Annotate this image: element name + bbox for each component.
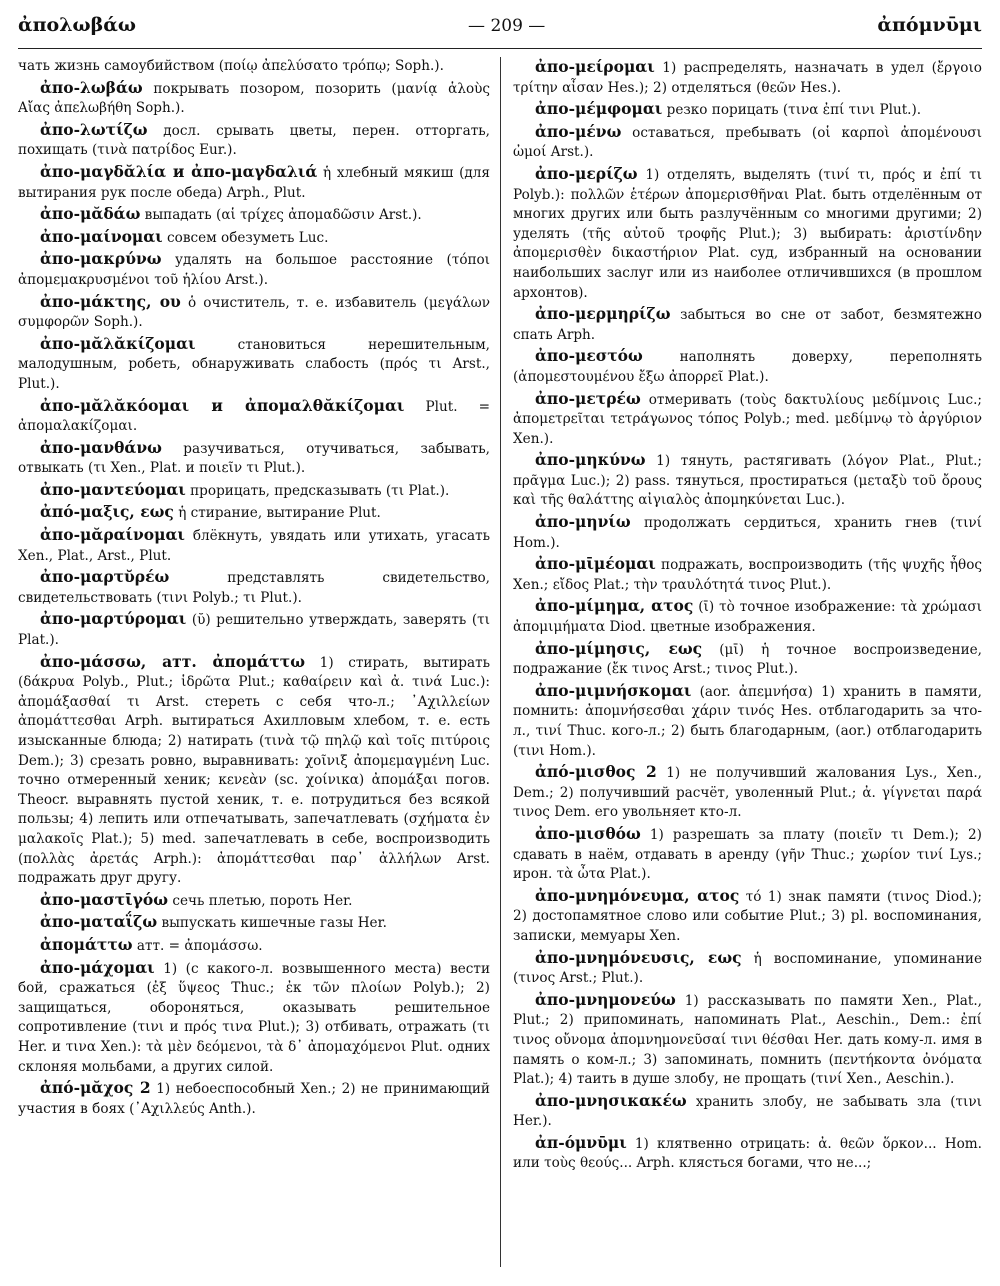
entry-headword: ἀπο-μηνίω [535, 512, 631, 532]
entry-definition: выпускать кишечные газы Her. [161, 915, 387, 932]
page-header [18, 14, 982, 49]
entry-definition: чать жизнь самоубийством (ποίῳ ἀπελύσατο τρόπῳ; Soph.). [18, 58, 444, 74]
dictionary-entry [513, 596, 982, 637]
dictionary-entry [513, 57, 982, 98]
dictionary-entry [18, 1078, 490, 1119]
right-column [500, 57, 982, 1267]
dictionary-entry [513, 639, 982, 680]
entry-definition: 1) не получивший жалования Lys., Xen., Dem.; 2) получивший расчёт, уволенный Plut.; ἀ. γίγνεται παρά τινος Dem. его увольняет кто-л. [513, 765, 982, 821]
dictionary-entry [18, 162, 490, 203]
entry-definition: ἡ воспоминание, упоминание (τινος Arst.; Plut.). [513, 950, 982, 987]
dictionary-entry [513, 948, 982, 989]
entry-headword: ἀπο-μερμηρίζω [535, 304, 671, 324]
entry-headword: ἀπο-μαστῑγόω [40, 889, 169, 909]
header-left-guideword: ἀπολωβάω [18, 14, 136, 36]
entry-definition: подражать, воспроизводить (τῆς ψυχῆς ἦθος Xen.; εἴδος Plat.; τὴν τραυλότητά τινος Plut.). [513, 557, 982, 593]
entry-definition: 1) распределять, назначать в удел (ἔργοιο τρίτην αἶσαν Hes.); 2) отделяться (θεῶν Hes.). [513, 60, 982, 96]
dictionary-entry [513, 304, 982, 345]
entry-headword: ἀπο-μάσσω, атт. ἀπομάττω [40, 651, 305, 671]
entry-definition: 1) разрешать за плату (ποιεῖν τι Dem.); 2) сдавать в наём, отдавать в аренду (γῆν Thuc.; χωρίον τινί Lys.; ирон. τὰ ὦτα Plat.). [513, 826, 982, 883]
entry-definition: ἡ стирание, вытирание Plut. [178, 505, 381, 522]
entry-definition: выпадать (αἱ τρίχες ἀπομαδῶσιν Arst.). [144, 207, 422, 224]
entry-headword: ἀπο-μᾰραίνομαι [40, 525, 185, 545]
page-number: — 209 — [468, 16, 546, 36]
entry-definition: атт. = ἀπομάσσω. [136, 937, 263, 954]
entry-definition: 1) отделять, выделять (τινί τι, πρός и ἐπί τι Polyb.): πολλῶν ἑτέρων ἀπομερισθῆναι Plat. быть отделённым от многих других или быть разлучённым со многими другими; 2) уделять (τῆς αὐτοῦ τροφῆς Plut.); 3) выбирать: ἀριστίνδην ἀπομερισθὲν δικαστήριον Plat. суд, избранный на основании наибольших заслуг или из наиболее отличившихся (в прошлом архонтов). [513, 166, 982, 301]
entry-definition: ὁ очиститель, т. е. избавитель (μεγάλων συμφορῶν Soph.). [18, 294, 490, 331]
entry-headword: ἀπο-μιμνήσκομαι [535, 680, 692, 700]
dictionary-entry [513, 681, 982, 761]
entry-headword: ἀπο-μηκύνω [535, 450, 646, 470]
entry-headword: ἀπο-λωβάω [40, 77, 143, 97]
entry-headword: ἀπο-μᾰλᾰκίζομαι [40, 333, 196, 353]
entry-definition: 1) стирать, вытирать (δάκρυα Polyb., Plut.; ἱδρῶτα Plut.; καθαίρειν καὶ ἀ. τινά Luc.): ἀπομάξασθαί τι Arst. стереть с себя что-л.; ᾿Αχιλλείων ἀπομάττεσθαι Arph. вытираться Ахилловым хлебом, т. е. есть изысканные блюда; 2) натирать (τινὰ τῷ πηλῷ καὶ τοῖς πιτύροις Dem.); 3) срезать ровно, выравнивать: χοῖνιξ ἀπομεμαγμένη Luc. точно отмеренный хеник; κενεὰν (sc. χοίνικα) ἀπομάξαι погов. Theocr. выравнять пустой хеник, т. е. потрудиться без всякой пользы; 4) лепить или отпечатывать, запечатлевать (σχήματα ἐν μαλακοῖς Plat.); 5) med. запечатлевать в себе, воспроизводить (πολλὰς ἀρετάς Arph.): ἀπομάττεσθαι παρ᾿ ἀλλήλων Arst. подражать друг другу. [18, 654, 490, 887]
entry-definition: становиться нерешительным, малодушным, робеть, обнаруживать слабость (πρός τι Arst., Plut.). [18, 336, 490, 392]
entry-headword: ἀπο-μεστόω [535, 346, 643, 366]
dictionary-entry [513, 886, 982, 947]
entry-headword: ἀπό-μισθος 2 [535, 762, 657, 782]
dictionary-entry [513, 1091, 982, 1132]
entry-definition: ἡ хлебный мякиш (для вытирания рук после обеда) Arph., Plut. [18, 164, 490, 201]
dictionary-entry [18, 227, 490, 249]
dictionary-entry [18, 480, 490, 502]
dictionary-entry [18, 249, 490, 290]
entry-definition: 1) небоеспособный Xen.; 2) не принимающий участия в боях (᾿Αχιλλεύς Anth.). [18, 1081, 490, 1117]
entry-definition: досл. срывать цветы, перен. отторгать, похищать (τινὰ πατρίδος Eur.). [18, 122, 490, 159]
entry-headword: ἀπό-μαξις, εως [40, 502, 174, 522]
entry-definition: 1) рассказывать по памяти Xen., Plat., Plut.; 2) припоминать, напоминать Plat., Aeschin., Dem.: ἐπί τινος οὔνομα ἀπομνημονεῦσαί τινι θέσθαι Her. дать кому-л. имя в память о ком-л.; 3) запоминать, помнить (πεντήκοντα ὀνόματα Plat.); 4) таить в душе злобу, не прощать (τινί Xen., Aeschin.). [513, 992, 982, 1088]
dictionary-entry [513, 99, 982, 121]
entry-headword: ἀπο-μνημόνευσις, εως [535, 947, 742, 967]
entry-definition: блёкнуть, увядать или утихать, угасать Xen., Plat., Arst., Plut. [18, 528, 490, 564]
entry-definition: τό 1) знак памяти (τινος Diod.); 2) достопамятное слово или событие Plut.; 3) pl. воспоминания, записки, мемуары Xen. [513, 888, 982, 944]
header-right-guideword: ἀπόμνῡμι [877, 14, 982, 36]
entry-headword: ἀπο-μακρύνω [40, 249, 162, 269]
entry-headword: ἀπο-μίμημα, ατος [535, 596, 694, 616]
dictionary-entry [18, 502, 490, 524]
entry-headword: ἀπομάττω [40, 934, 133, 954]
entry-definition: забыться во сне от забот, безмятежно спать Arph. [513, 307, 982, 343]
entry-definition: разучиваться, отучиваться, забывать, отвыкать (τι Xen., Plat. и ποιεῖν τι Plut.). [18, 440, 490, 477]
entry-headword: ἀπο-μίμησις, εως [535, 638, 703, 658]
dictionary-entry [18, 890, 490, 912]
entry-headword: ἀπο-μνημόνευμα, ατος [535, 885, 740, 905]
entry-definition: хранить злобу, не забывать зла (τινι Her.). [513, 1093, 982, 1130]
dictionary-entry [513, 122, 982, 163]
entry-definition: прорицать, предсказывать (τι Plat.). [190, 482, 450, 499]
entry-headword: ἀπο-μένω [535, 121, 622, 141]
entry-headword: ἀπό-μᾰχος 2 [40, 1078, 151, 1098]
dictionary-entry [18, 396, 490, 437]
dictionary-entry [18, 958, 490, 1078]
entry-definition: (aor. ἀπεμνήσα) 1) хранить в памяти, помнить: ἀπομνήσεσθαι χάριν τινός Hes. отблагодарить за что-л., τινί Thuc. кого-л.; 2) быть благодарным, (aor.) отблагодарить (τινι Hom.). [513, 683, 982, 759]
entry-headword: ἀπο-λωτίζω [40, 119, 148, 139]
dictionary-entry [18, 438, 490, 479]
entry-headword: ἀπο-μέμφομαι [535, 99, 663, 119]
entry-definition: (ῑ) τὸ точное изображение: τὰ χρώμασι ἀπομιμήματα Diod. цветные изображения. [513, 599, 982, 636]
entry-definition: 1) клятвенно отрицать: ἀ. θεῶν ὅρκον... Hom. или τοὺς θεούς... Arph. клясться богами, что не...; [513, 1135, 982, 1172]
dictionary-entry [18, 292, 490, 333]
entry-headword: ἀπο-μαρτῠρέω [40, 567, 170, 587]
entry-definition: резко порицать (τινα ἐπί τινι Plut.). [666, 102, 922, 119]
entry-headword: ἀπο-μάχομαι [40, 957, 155, 977]
dictionary-entry [513, 824, 982, 885]
entry-headword: ἀπο-μνημονεύω [535, 989, 676, 1009]
entry-headword: ἀπο-μάκτης, ου [40, 291, 181, 311]
dictionary-entry [513, 762, 982, 823]
entry-definition: сечь плетью, пороть Her. [172, 892, 353, 909]
dictionary-entry [18, 120, 490, 161]
entry-headword: ἀπο-μαρτύρομαι [40, 609, 187, 629]
dictionary-entry [18, 334, 490, 395]
entry-definition: наполнять доверху, переполнять (ἀπομεστουμένου ἔξω ἀπορρεῖ Plat.). [513, 349, 982, 385]
dictionary-entry [18, 567, 490, 608]
entry-headword: ἀπο-μαίνομαι [40, 226, 163, 246]
entry-definition: покрывать позором, позорить (μανίᾳ ἁλοὺς Αἴας ἀπελωβήθη Soph.). [18, 80, 491, 117]
entry-definition: (ῠ) решительно утверждать, заверять (τι Plat.). [18, 612, 490, 649]
dictionary-entry [18, 78, 490, 119]
dictionary-entry [513, 554, 982, 595]
entry-definition: 1) тянуть, растягивать (λόγον Plat., Plut.; πρᾶγμα Luc.); 2) pass. тянуться, простираться (μεταξὺ τοῦ ὄρους καὶ τῆς θαλάττης αἰγιαλὸς ἀπομηκύνεται Luc.). [513, 453, 982, 509]
entry-headword: ἀπο-μερίζω [535, 163, 638, 183]
dictionary-entry [18, 912, 490, 934]
entry-headword: ἀπο-μᾰλᾰκόομαι и ἀπομαλθᾰκίζομαι [40, 395, 405, 415]
dictionary-entry [513, 389, 982, 450]
entry-definition: удалять на большое расстояние (τόποι ἀπομεμακρυσμένοι τοῦ ἡλίου Arst.). [18, 252, 490, 288]
dictionary-entry [18, 935, 490, 957]
entry-definition: (μῑ) ἡ точное воспроизведение, подражание (ἔκ τινος Arst.; τινος Plut.). [513, 641, 982, 678]
entry-headword: ἀπο-μῑμέομαι [535, 554, 656, 574]
entry-headword: ἀπο-μαντεύομαι [40, 479, 186, 499]
entry-definition: совсем обезуметь Luc. [167, 229, 329, 246]
entry-definition: 1) (с какого-л. возвышенного места) вести бой, сражаться (ἐξ ὕψεος Thuc.; ἐκ τῶν πλοίων Polyb.); 2) защищаться, обороняться, оказывать решительное сопротивление (τινι и πρός τινα Plut.); 3) отбивать, отражать (τι Her. и τινα Xen.): τὰ μὲν δεόμενοι, τὰ δ᾿ ἀπομαχόμενοι Plut. одних склоняя мольбами, а других силой. [18, 960, 491, 1075]
entry-headword: ἀπο-μνησικακέω [535, 1090, 687, 1110]
dictionary-entry [513, 450, 982, 511]
entry-definition: продолжать сердиться, хранить гнев (τινί Hom.). [513, 515, 982, 551]
entry-headword: ἀπο-μᾰδάω [40, 204, 141, 224]
entry-headword: ἀπ-όμνῡμι [535, 1132, 627, 1152]
dictionary-entry [513, 512, 982, 553]
entry-headword: ἀπο-μετρέω [535, 388, 641, 408]
entry-headword: ἀπο-μισθόω [535, 823, 641, 843]
entry-headword: ἀπο-ματαΐζω [40, 912, 158, 932]
dictionary-entry [513, 990, 982, 1090]
dictionary-entry [18, 609, 490, 650]
dictionary-entry [18, 204, 490, 226]
dictionary-entry [513, 164, 982, 303]
entry-definition: отмеривать (τοὺς δακτυλίους μεδίμνοις Luc.; ἀπομετρεῖται τετράγωνος τόπος Polyb.; med. μεδίμνῳ τὸ ἀργύριον Xen.). [513, 391, 982, 447]
dictionary-entry [513, 1133, 982, 1174]
entry-definition: оставаться, пребывать (οἱ καρποὶ ἀπομένουσι ὠμοί Arst.). [513, 124, 982, 161]
entry-headword: ἀπο-μείρομαι [535, 57, 655, 76]
dictionary-entry [18, 57, 490, 77]
dictionary-entry [18, 652, 490, 889]
entry-headword: ἀπο-μαγδᾰλία и ἀπο-μαγδαλιά [40, 161, 318, 181]
left-column [18, 57, 500, 1267]
dictionary-entry [513, 346, 982, 387]
entry-definition: Plut. = ἀπομαλακίζομαι. [18, 398, 490, 435]
columns [18, 57, 982, 1267]
entry-headword: ἀπο-μανθάνω [40, 437, 162, 457]
dictionary-entry [18, 525, 490, 566]
entry-definition: представлять свидетельство, свидетельствовать (τινι Polyb.; τι Plut.). [18, 570, 490, 606]
